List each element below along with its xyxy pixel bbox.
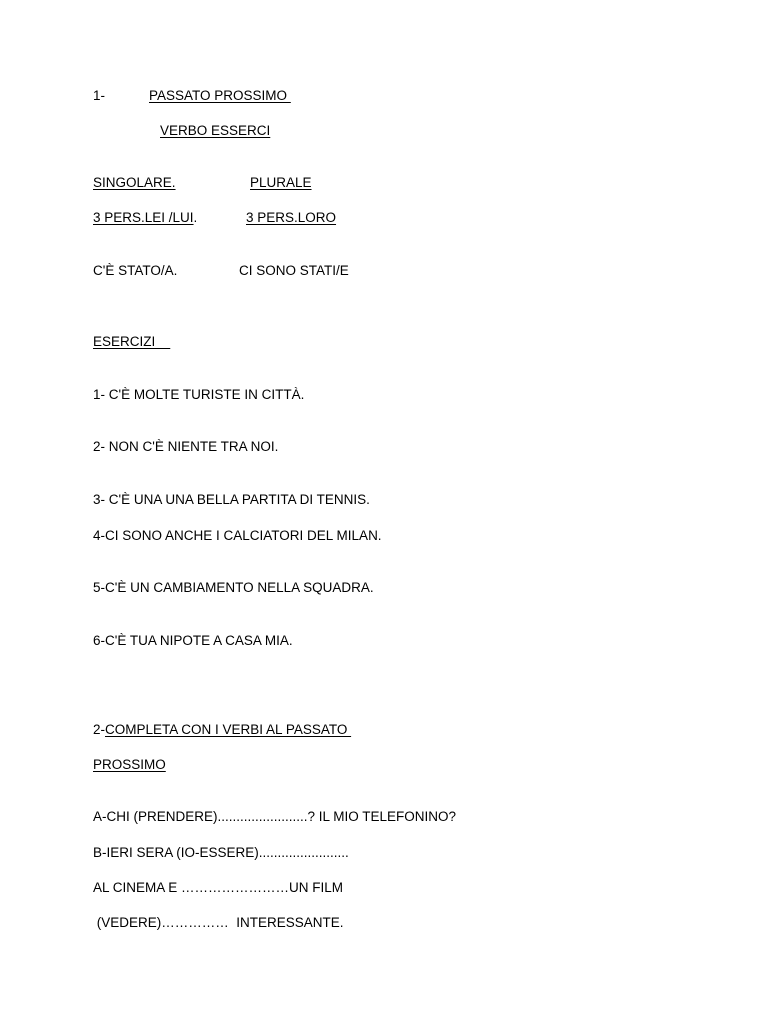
plural-form: CI SONO STATI/E — [239, 263, 349, 278]
plural-heading: PLURALE — [250, 175, 312, 190]
exercise-item: 2- NON C'È NIENTE TRA NOI. — [93, 439, 279, 454]
section-subtitle: VERBO ESSERCI — [160, 123, 271, 138]
section2-title-line2: PROSSIMO — [93, 757, 166, 772]
singular-person-dot: . — [193, 210, 198, 225]
exercise-item: 4-CI SONO ANCHE I CALCIATORI DEL MILAN. — [93, 528, 382, 543]
plural-person-label: 3 PERS.LORO — [246, 210, 337, 225]
exercise-item: 6-C'È TUA NIPOTE A CASA MIA. — [93, 633, 293, 648]
fill-in-line: (VEDERE)…………… INTERESSANTE. — [93, 915, 344, 930]
singular-form: C'È STATO/A. — [93, 263, 178, 278]
singular-person — [93, 210, 197, 226]
singular-heading: SINGOLARE. — [93, 175, 176, 190]
exercise-item: 5-C'È UN CAMBIAMENTO NELLA SQUADRA. — [93, 580, 374, 595]
section2-title-line1 — [93, 722, 351, 738]
section-title: PASSATO PROSSIMO — [149, 88, 291, 103]
fill-in-line: A-CHI (PRENDERE)........................? IL MIO TELEFONINO? — [93, 809, 457, 824]
section2-number: 2- — [93, 722, 106, 737]
exercise-item: 1- C'È MOLTE TURISTE IN CITTÀ. — [93, 387, 305, 402]
exercises-heading: ESERCIZI — [93, 334, 171, 349]
fill-in-line: B-IERI SERA (IO-ESSERE)........................ — [93, 845, 349, 860]
singular-person-label: 3 PERS.LEI /LUI — [93, 210, 194, 225]
exercise-item: 3- C'È UNA UNA BELLA PARTITA DI TENNIS. — [93, 492, 370, 507]
fill-in-line: AL CINEMA E ……………………UN FILM — [93, 880, 344, 895]
section-number: 1- — [93, 88, 106, 103]
section2-title: COMPLETA CON I VERBI AL PASSATO — [105, 722, 352, 737]
